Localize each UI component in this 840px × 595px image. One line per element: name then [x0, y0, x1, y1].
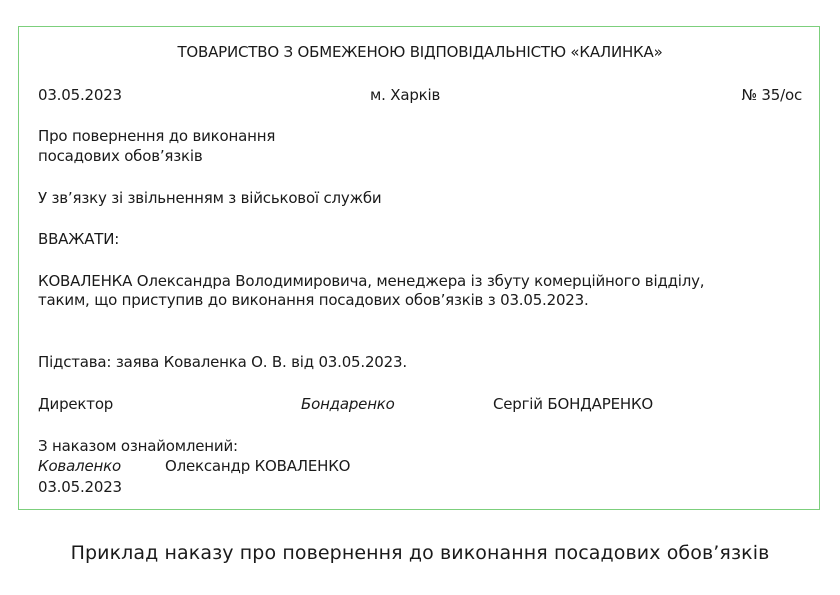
order-preamble: У зв’язку зі звільненням з військової служби: [38, 189, 382, 207]
order-subject-line-2: посадових обов’язків: [38, 147, 203, 165]
signature-name: Сергій БОНДАРЕНКО: [493, 395, 654, 413]
order-body-line-1: КОВАЛЕНКА Олександра Володимировича, менеджера із збуту комерційного відділу,: [38, 272, 705, 290]
order-city: м. Харків: [370, 86, 441, 104]
signature-handwritten: Бондаренко: [301, 395, 395, 413]
acknowledgement-label: З наказом ознайомлений:: [38, 437, 238, 455]
order-body-line-2: таким, що приступив до виконання посадових обов’язків з 03.05.2023.: [38, 291, 589, 309]
order-directive: ВВАЖАТИ:: [38, 230, 120, 248]
order-basis: Підстава: заява Коваленка О. В. від 03.05.2023.: [38, 353, 407, 371]
order-number: № 35/ос: [741, 86, 802, 104]
acknowledgement-handwritten: Коваленко: [38, 457, 121, 475]
acknowledgement-name: Олександр КОВАЛЕНКО: [165, 457, 351, 475]
company-title: ТОВАРИСТВО З ОБМЕЖЕНОЮ ВІДПОВІДАЛЬНІСТЮ «КАЛИНКА»: [177, 43, 663, 61]
signature-position: Директор: [38, 395, 114, 413]
order-date: 03.05.2023: [38, 86, 122, 104]
acknowledgement-date: 03.05.2023: [38, 478, 122, 496]
figure-caption: Приклад наказу про повернення до виконання посадових обов’язків: [70, 542, 770, 564]
order-subject-line-1: Про повернення до виконання: [38, 127, 276, 145]
